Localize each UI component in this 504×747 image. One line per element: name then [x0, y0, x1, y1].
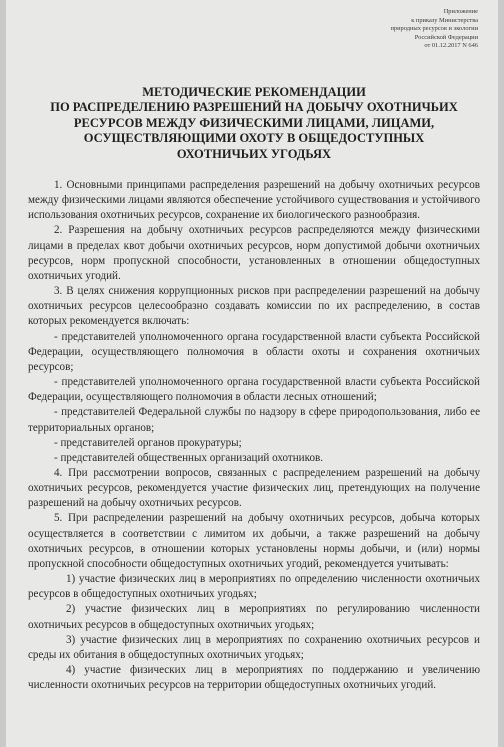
list-item: - представителей уполномоченного органа государственной власти субъекта Российской Федерации, осуществляющего полномочия в области охоты и сохранения охотничьих ресурсов; [28, 330, 480, 373]
paragraph-3: 3. В целях снижения коррупционных рисков при распределении разрешений на добычу охотничьих ресурсов целесообразно создавать комиссии по их распределению, в состав которых рекомендуется включать: [28, 285, 480, 328]
sub-item: 4) участие физических лиц в мероприятиях по поддержанию и увеличению численности охотничьих ресурсов на территории общедоступных охотничьих угодий. [28, 664, 480, 692]
appendix-line: от 01.12.2017 N 646 [424, 42, 478, 50]
document-title [28, 85, 480, 162]
appendix-line: Приложение [443, 8, 478, 15]
appendix-line: природных ресурсов и экологии [390, 25, 478, 33]
sub-item: 2) участие физических лиц в мероприятиях по регулированию численности охотничьих ресурсов в общедоступных охотничьих угодьях; [28, 603, 480, 631]
document-body [28, 178, 480, 693]
paragraph-5: 5. При распределении разрешений на добычу охотничьих ресурсов, добыча которых осуществляется в соответствии с лимитом их добычи, а также разрешений на добычу охотничьих ресурсов, в отношении которых установлены нормы добычи, и (или) нормы пропускной способности общедоступных охотничьих угодий, рекомендуется учитывать: [28, 512, 480, 570]
appendix-line: к приказу Министерства [411, 16, 478, 24]
document-page [6, 0, 498, 747]
title-line: ПО РАСПРЕДЕЛЕНИЮ РАЗРЕШЕНИЙ НА ДОБЫЧУ ОХОТНИЧЬИХ [50, 100, 458, 115]
appendix-note [28, 8, 478, 51]
title-line: ОХОТНИЧЬИХ УГОДЬЯХ [176, 146, 332, 161]
title-line: МЕТОДИЧЕСКИЕ РЕКОМЕНДАЦИИ [142, 84, 366, 99]
list-item: - представителей органов прокуратуры; [54, 436, 242, 449]
title-line: РЕСУРСОВ МЕЖДУ ФИЗИЧЕСКИМИ ЛИЦАМИ, ЛИЦАМИ, [73, 115, 435, 130]
list-item: - представителей Федеральной службы по надзору в сфере природопользования, либо ее территориальных органов; [28, 406, 480, 434]
title-line: ОСУЩЕСТВЛЯЮЩИМИ ОХОТУ В ОБЩЕДОСТУПНЫХ [83, 131, 425, 146]
sub-item: 1) участие физических лиц в мероприятиях по определению численности охотничьих ресурсов в общедоступных охотничьих угодьях; [28, 573, 480, 601]
list-item: - представителей общественных организаций охотников. [54, 451, 324, 464]
paragraph-2: 2. Разрешения на добычу охотничьих ресурсов распределяются между физическими лицами в пределах квот добычи охотничьих ресурсов, норм допустимой добычи охотничьих ресурсов, норм пропускной способности, установленных в отношении общедоступных охотничьих угодий. [28, 224, 480, 282]
appendix-line: Российской Федерации [414, 33, 478, 41]
paragraph-1: 1. Основными принципами распределения разрешений на добычу охотничьих ресурсов между физическими лицами являются обеспечение устойчивого существования и устойчивого использования охотничьих ресурсов, сохранение их биологического разнообразия. [28, 179, 480, 222]
sub-item: 3) участие физических лиц в мероприятиях по сохранению охотничьих ресурсов и среды их обитания в общедоступных охотничьих угодьях; [28, 633, 480, 661]
paragraph-4: 4. При рассмотрении вопросов, связанных с распределением разрешений на добычу охотничьих ресурсов, рекомендуется участие физических лиц, претендующих на получение разрешений на добычу охотничьих ресурсов. [28, 466, 480, 510]
list-item: - представителей уполномоченного органа государственной власти субъекта Российской Федерации, осуществляющего полномочия в области лесных отношений; [28, 376, 480, 404]
